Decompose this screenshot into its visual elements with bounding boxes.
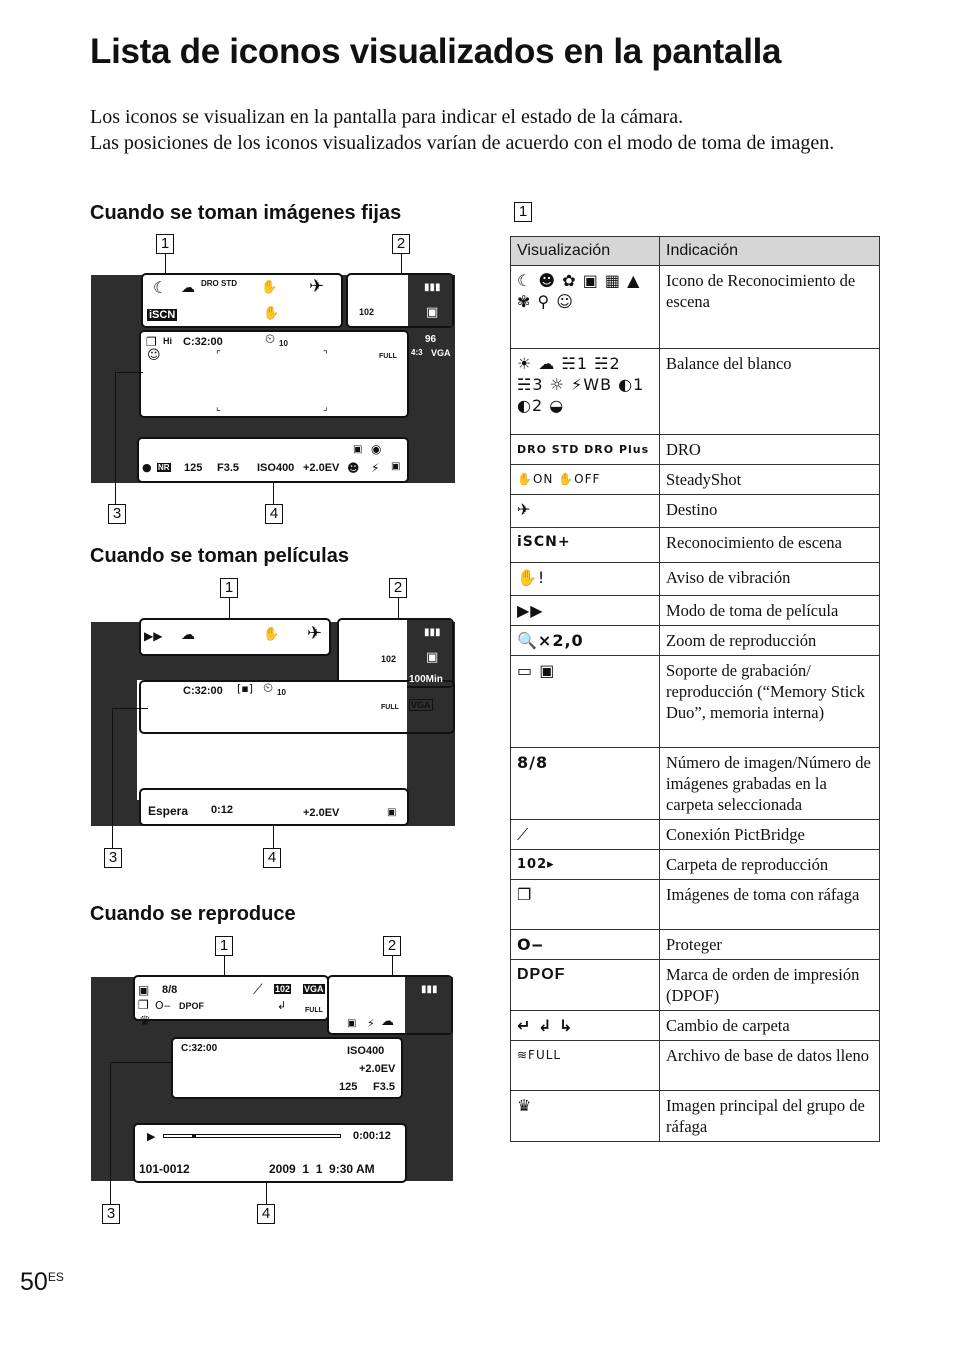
play-area-1 [133, 975, 329, 1021]
destination-icon-movie: ✈ [307, 623, 323, 644]
section-playback-heading: Cuando se reproduce [90, 903, 296, 925]
play-metering-icon: ▣ [347, 1018, 357, 1029]
row-icons: DPOF [511, 960, 660, 1011]
row-icons: 102▸ [511, 850, 660, 880]
row-icons: ❐ [511, 880, 660, 930]
page-title: Lista de iconos visualizados en la pantalla [90, 32, 782, 71]
table-row [511, 1091, 880, 1142]
movie-battery-icon: ▮▮▮ [424, 627, 441, 638]
callout-1-play: 1 [215, 936, 233, 956]
still-screen [91, 275, 455, 483]
table-row [511, 748, 880, 820]
row-text: Balance del blanco [660, 349, 880, 435]
row-text: Archivo de base de datos lleno [660, 1041, 880, 1091]
callout-4: 4 [265, 504, 283, 524]
table-row [511, 1041, 880, 1091]
movie-full: FULL [381, 704, 399, 711]
play-dpof: DPOF [179, 1001, 205, 1011]
table-row [511, 850, 880, 880]
movie-screen [91, 622, 455, 826]
selftimer-icon-movie: ⏲ [263, 681, 274, 696]
burst-hi: Hi [163, 336, 172, 346]
movie-area-1 [139, 618, 331, 656]
table-callout: 1 [514, 202, 532, 222]
smile-icon: ☻ [347, 461, 360, 475]
movie-standby: Espera [148, 804, 189, 818]
row-text: Carpeta de reproducción [660, 850, 880, 880]
table-row [511, 563, 880, 596]
row-icons: ≋FULL [511, 1041, 660, 1091]
page-number [20, 1268, 64, 1297]
row-text: Imágenes de toma con ráfaga [660, 880, 880, 930]
movie-remaining: 100Min [409, 674, 443, 685]
movie-counter: C:32:00 [183, 685, 223, 697]
eye-icon: ◉ [371, 442, 382, 456]
row-icons: ⟋ [511, 820, 660, 850]
destination-icon: ✈ [309, 276, 325, 297]
af-frame: ⌜ [216, 350, 221, 361]
row-icons: ✋! [511, 563, 660, 596]
table-row [511, 465, 880, 495]
steadyshot-icon: ✋ [261, 280, 278, 295]
metering-icon: ▣ [353, 444, 363, 455]
folder-icon: 102 [359, 307, 375, 317]
play-aperture: F3.5 [373, 1081, 396, 1093]
rec-icon: ● [142, 461, 152, 474]
play-iso: ISO400 [347, 1045, 385, 1057]
row-icons: ↵ ↲ ↳ [511, 1011, 660, 1041]
col-indication: Indicación [660, 237, 880, 266]
play-size: VGA [304, 984, 324, 994]
table-row [511, 1011, 880, 1041]
row-text: Número de imagen/Número de imágenes grabadas en la carpeta seleccionada [660, 748, 880, 820]
movie-ev: +2.0EV [303, 807, 340, 819]
table-header [511, 237, 880, 266]
row-icons: 🔍×2,0 [511, 626, 660, 656]
play-memory-icon: ▣ [138, 983, 150, 997]
row-icons: ✈ [511, 495, 660, 528]
play-burst-icon: ❐ [138, 998, 149, 1012]
row-icons: ▶▶ [511, 596, 660, 626]
af-frame-2: ⌝ [323, 350, 328, 361]
row-text: Proteger [660, 930, 880, 960]
row-icons: iSCN+ [511, 528, 660, 563]
play-folder: 102 [275, 984, 291, 994]
still-shutter: 125 [184, 462, 203, 474]
still-count: 96 [425, 334, 437, 345]
callout-4-play: 4 [257, 1204, 275, 1224]
row-icons: ▭ ▣ [511, 656, 660, 748]
callout-3: 3 [108, 504, 126, 524]
intro-line-2: Las posiciones de los iconos visualizados varían de acuerdo con el modo de toma de imagen. [90, 132, 835, 154]
movie-time: 0:12 [211, 804, 234, 816]
movie-selftimer: 10 [277, 688, 286, 697]
still-size: VGA [431, 348, 451, 358]
cloudy-icon-movie: ☁ [181, 627, 195, 643]
playback-screen [91, 977, 453, 1181]
col-display: Visualización [511, 237, 660, 266]
still-full: FULL [379, 353, 397, 360]
callout-3-play: 3 [102, 1204, 120, 1224]
burst-icon: ❐ [146, 335, 157, 349]
af-icon-movie: [▪] [237, 682, 254, 695]
row-icons: 8/8 [511, 748, 660, 820]
row-text: SteadyShot [660, 465, 880, 495]
callout-1-movie: 1 [220, 578, 238, 598]
callout-2-play: 2 [383, 936, 401, 956]
row-icons: ☾ ☻ ✿ ▣ ▦ ▲ ✾ ⚲ ☺ [511, 266, 660, 349]
cloudy-icon: ☁ [181, 280, 195, 296]
still-ev: +2.0EV [303, 462, 340, 474]
play-full: FULL [305, 1007, 323, 1014]
movie-size: VGA [411, 700, 431, 710]
play-date: 2009 1 1 9:30 AM [269, 1162, 375, 1176]
row-icons: ☀ ☁ ☵1 ☵2 ☵3 ☼ ⚡WB ◐1 ◐2 ◒ [511, 349, 660, 435]
table-row [511, 435, 880, 465]
page-number-suffix: ES [47, 1270, 64, 1284]
play-icon[interactable]: ▶ [147, 1130, 156, 1143]
still-aperture: F3.5 [217, 462, 240, 474]
table-row [511, 656, 880, 748]
af-frame-3: ⌞ [216, 402, 221, 413]
protect-icon: O‒ [155, 999, 171, 1012]
row-text: DRO [660, 435, 880, 465]
face-detect-icon: ☺ [147, 348, 161, 363]
twilight-icon: ☾ [153, 278, 168, 297]
table-row [511, 528, 880, 563]
pictbridge-icon: ⟋ [253, 982, 263, 998]
play-flash-icon: ⚡ [367, 1017, 375, 1030]
play-counter: C:32:00 [181, 1043, 218, 1054]
section-still-heading: Cuando se toman imágenes fijas [90, 202, 402, 224]
intro-line-1: Los iconos se visualizan en la pantalla para indicar el estado de la cámara. [90, 106, 684, 128]
selftimer-icon: ⏲ [265, 332, 276, 347]
play-battery-icon: ▮▮▮ [421, 984, 438, 995]
row-icons: DRO STD DRO Plus [511, 435, 660, 465]
play-wb-icon: ☁ [381, 1014, 394, 1029]
row-text: Aviso de vibración [660, 563, 880, 596]
row-text: Conexión PictBridge [660, 820, 880, 850]
callout-2-movie: 2 [389, 578, 407, 598]
play-ev: +2.0EV [359, 1063, 396, 1075]
callout-1: 1 [156, 234, 174, 254]
table-row [511, 495, 880, 528]
steadyshot-icon-movie: ✋ [263, 627, 280, 642]
flash-icon: ⚡ [371, 461, 380, 475]
callout-2: 2 [392, 234, 410, 254]
battery-icon: ▮▮▮ [424, 282, 441, 293]
row-text: Icono de Reconocimiento de escena [660, 266, 880, 349]
selftimer-value: 10 [279, 339, 288, 348]
shake-warning-icon: ✋ [263, 306, 280, 321]
section-movie-heading: Cuando se toman películas [90, 545, 349, 567]
table-row [511, 880, 880, 930]
play-progress-bar[interactable] [163, 1134, 341, 1138]
table-row [511, 349, 880, 435]
play-file-num: 101-0012 [139, 1162, 190, 1176]
callout-3-movie: 3 [104, 848, 122, 868]
row-text: Imagen principal del grupo de ráfaga [660, 1091, 880, 1142]
table-row [511, 266, 880, 349]
intro-text [90, 104, 880, 156]
row-icons: ✋ON ✋OFF [511, 465, 660, 495]
still-area-4 [137, 437, 409, 483]
movie-memory-icon: ▣ [426, 650, 439, 665]
row-text: Zoom de reproducción [660, 626, 880, 656]
table-row [511, 930, 880, 960]
memory-icon: ▣ [426, 305, 439, 320]
af-frame-4: ⌟ [323, 402, 328, 413]
page-number-value: 50 [20, 1268, 48, 1296]
metering-mode-icon: ▣ [391, 461, 401, 472]
folder-change-icon: ↲ [277, 999, 287, 1012]
table-row [511, 960, 880, 1011]
row-text: Cambio de carpeta [660, 1011, 880, 1041]
still-ratio: 4:3 [411, 348, 423, 357]
play-shutter: 125 [339, 1081, 358, 1093]
still-iso: ISO400 [257, 462, 295, 474]
still-counter: C:32:00 [183, 336, 223, 348]
row-text: Destino [660, 495, 880, 528]
movie-metering-icon: ▣ [387, 807, 397, 818]
iscn-icon: iSCN [149, 309, 176, 321]
table-row [511, 820, 880, 850]
icon-table [510, 236, 880, 1142]
callout-4-movie: 4 [263, 848, 281, 868]
row-text: Soporte de grabación/ reproducción (“Memory Stick Duo”, memoria interna) [660, 656, 880, 748]
play-time: 0:00:12 [353, 1130, 391, 1142]
dro-icon: DRO STD [201, 279, 237, 288]
nr-icon: NR [158, 463, 170, 472]
row-text: Marca de orden de impresión (DPOF) [660, 960, 880, 1011]
row-icons: O‒ [511, 930, 660, 960]
row-text: Reconocimiento de escena [660, 528, 880, 563]
play-image-num: 8/8 [162, 984, 178, 996]
row-icons: ♛ [511, 1091, 660, 1142]
table-row [511, 626, 880, 656]
movie-folder: 102 [381, 654, 397, 664]
row-text: Modo de toma de película [660, 596, 880, 626]
burst-main-icon: ♛ [139, 1014, 151, 1029]
table-row [511, 596, 880, 626]
movie-mode-icon: ▶▶ [144, 629, 163, 643]
